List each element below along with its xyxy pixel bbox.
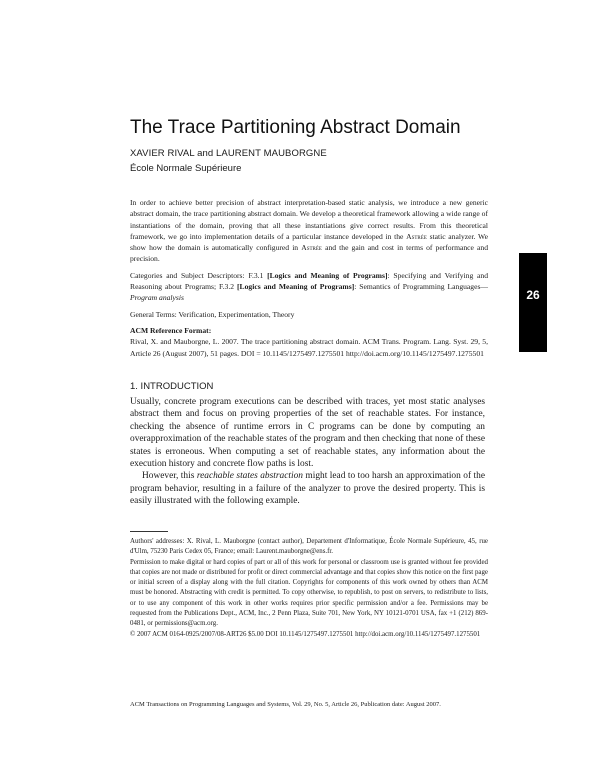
abstract-paragraph	[130, 197, 488, 265]
abstract-text-c: and the gain and cost in terms of performance and precision.	[130, 243, 488, 264]
category-2: [Logics and Meaning of Programs]	[237, 282, 355, 292]
para2-end: might lead to too harsh an approximation of the program behavior, resulting in a failure of the analyzer to prove the desired property. This is easily illustrated with the following example.	[130, 471, 486, 507]
journal-footer: ACM Transactions on Programming Languages and Systems, Vol. 29, No. 5, Article 26, Publication date: August 2007.	[130, 701, 441, 708]
general-terms: General Terms: Verification, Experimentation, Theory	[130, 309, 295, 319]
category-1: [Logics and Meaning of Programs]	[267, 270, 388, 280]
reference-text: Rival, X. and Mauborgne, L. 2007. The trace partitioning abstract domain. ACM Trans. Program. Lang. Syst. 29, 5, Article 26 (August 2007), 51 pages. DOI = 10.1145/1275497.1275501 http://doi.acm.org/10.1145/1275497.1275501	[130, 337, 488, 358]
permission-notice: Permission to make digital or hard copies of part or all of this work for personal or classroom use is granted without fee provided that copies are not made or distributed for profit or direct commercial advantage and that copies show this notice on the first page or initial screen of a display along with the full citation. Copyrights for components of this work owned by others than ACM must be honored. Abstracting with credit is permitted. To copy otherwise, to republish, to post on servers, to redistribute to lists, or to use any component of this work in other works requires prior specific permission and/or a fee. Permissions may be requested from the Publications Dept., ACM, Inc., 2 Penn Plaza, Suite 701, New York, NY 10121-0701 USA, fax +1 (212) 869-0481, or permissions@acm.org.	[130, 558, 488, 628]
article-number: 26	[526, 288, 540, 302]
introduction-body	[130, 396, 485, 508]
categories-italic: Program analysis	[130, 293, 184, 303]
paper-title: The Trace Partitioning Abstract Domain	[130, 117, 461, 138]
para2-start: However, this	[142, 471, 197, 482]
author-affiliation: École Normale Supérieure	[130, 163, 242, 174]
authors-address: Authors' addresses: X. Rival, L. Mauborgne (contact author), Departement d'Informatique, École Normale Supérieure, 45, rue d'Ulm, 75230 Paris Cedex 05, France; email: Laurent.mauborgne@ens.fr.	[130, 538, 488, 556]
categories-prefix: Categories and Subject Descriptors: F.3.1	[130, 270, 268, 280]
author-names: XAVIER RIVAL and LAURENT MAUBORGNE	[130, 148, 327, 159]
section-heading: 1. INTRODUCTION	[130, 381, 214, 392]
footnotes-block	[130, 537, 488, 640]
abstract-text-a: In order to achieve better precision of abstract interpretation-based static analysis, we introduce a new generic abstract domain, the trace partitioning abstract domain. We develop a theoretical framework allowing a wide range of instantiations of the domain, proving that all these instantiations give correct results. From this theoretical framework, we go into implementation details of a particular instance developed in the	[130, 198, 488, 241]
copyright-line: © 2007 ACM 0164-0925/2007/08-ART26 $5.00 DOI 10.1145/1275497.1275501 http://doi.acm.org/10.1145/1275497.1275501	[130, 630, 481, 638]
abstract-text-b: static analyzer. We show how the domain is automatically configured in	[130, 231, 488, 253]
footnote-divider	[130, 531, 168, 532]
intro-paragraph-1: Usually, concrete program executions can be described with traces, yet most static analyses abstract them and focus on proving properties of the set of reachable states. For instance, checking the absence of runtime errors in C programs can be done by computing an overapproximation of the reachable states of the program and then checking that none of these states is erroneous. When computing a set of reachable states, any information about the execution history and concrete flow paths is lost.	[130, 397, 485, 470]
intro-paragraph-2	[130, 470, 485, 507]
abstract-block	[130, 197, 488, 364]
categories-suffix: : Semantics of Programming Languages—	[354, 282, 489, 292]
astree-name-1: Astrée	[406, 231, 427, 241]
categories-descriptors	[130, 270, 488, 304]
categories-mid: : Specifying and Verifying and Reasoning about Programs; F.3.2	[130, 270, 488, 292]
astree-name-2: Astrée	[301, 243, 322, 253]
para2-italic: reachable states abstraction	[196, 471, 303, 482]
reference-format-heading	[130, 325, 488, 336]
article-number-tab	[519, 253, 547, 352]
reference-heading: ACM Reference Format:	[130, 325, 212, 335]
